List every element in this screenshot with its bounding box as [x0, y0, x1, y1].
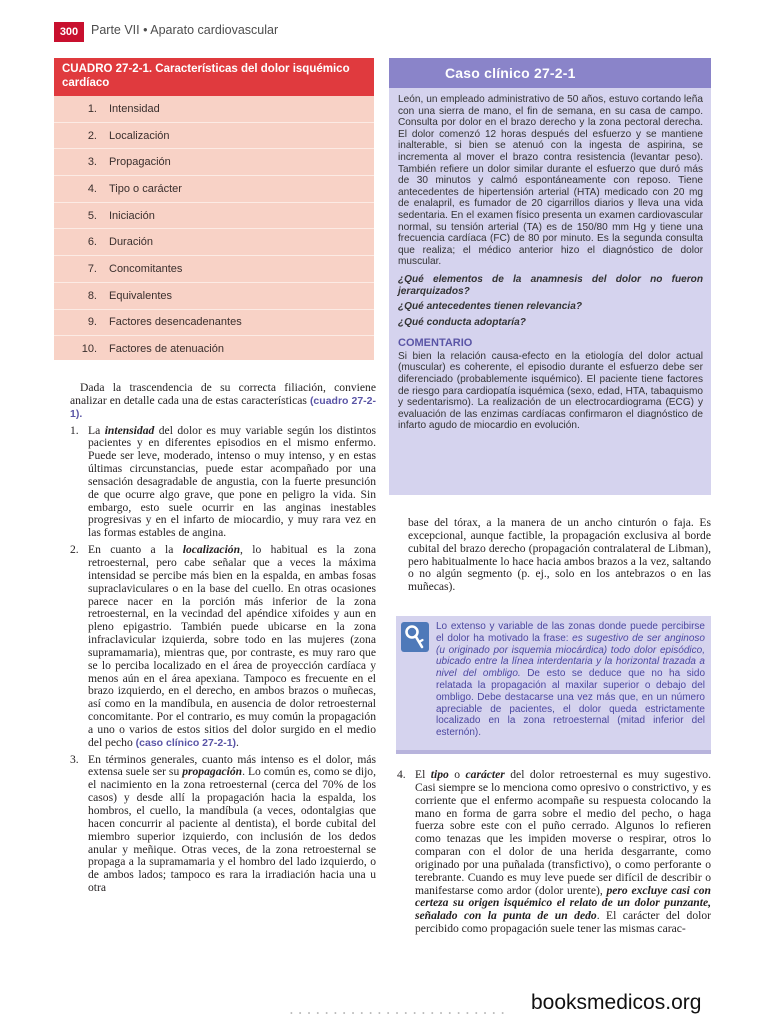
cuadro-row	[54, 149, 374, 176]
callout-quote: es sugestivo de ser anginoso (u originado por isquemia miocárdica) todo dolor episódico, ubicado entre la línea interdentaria y la horizontal trazada a nivel del ombligo.	[436, 632, 705, 680]
item-term: carácter	[465, 768, 505, 781]
callout-text	[436, 621, 705, 739]
clinical-case-title: Caso clínico 27-2-1	[389, 58, 711, 88]
cuadro-title: CUADRO 27-2-1. Características del dolor isquémico cardíaco	[54, 58, 374, 96]
cuadro-table	[54, 58, 374, 360]
clinical-case-question: ¿Qué antecedentes tienen relevancia?	[398, 301, 582, 313]
cuadro-row-label: Tipo o carácter	[109, 182, 182, 195]
footer-dots: • • • • • • • • • • • • • • • • • • • • • • • • •	[290, 1009, 507, 1018]
cuadro-rows	[54, 96, 374, 362]
list-item-intensidad	[70, 425, 376, 541]
list-number: 2.	[70, 543, 79, 557]
item-term: propagación	[182, 765, 243, 779]
cuadro-row-label: Factores desencadenantes	[109, 316, 242, 329]
item-term: localización	[182, 543, 241, 557]
item-emphasis: pero excluye casi con certeza su origen isquémico el relato de un dolor punzante, señalado con la punta de un dedo	[415, 883, 711, 923]
cuadro-row-number: 6.	[87, 236, 97, 249]
item-text: En cuanto a la	[88, 543, 174, 557]
key-callout-box	[396, 616, 711, 754]
cuadro-row-label: Duración	[109, 236, 154, 249]
item-term: tipo	[430, 768, 449, 781]
cuadro-row-number: 2.	[87, 129, 97, 142]
left-column	[70, 382, 376, 895]
item-text: . El carácter del dolor percibido como propagación suele tener las mismas carac-	[415, 909, 712, 936]
item-text: El	[415, 768, 426, 781]
item-text: del dolor es muy variable según los distintos pacientes y en diferentes episodios en el mismo enfermo. Puede ser leve, moderado, intenso o muy intenso, y en estas últimas circunstancias, puede estar acompañado por una sensación desagradable de angustia, con la fuerte presunción de que ocurre algo grave, que pone en peligro la vida. Sin embargo, esto suele ocurrir en las anginas inestables progresivas y en el infarto de miocardio, y muy rara vez en las formas estables de angina.	[88, 423, 376, 540]
cuadro-row	[54, 310, 374, 337]
cuadro-row-label: Iniciación	[109, 209, 155, 222]
cuadro-row-number: 10.	[81, 343, 97, 356]
cuadro-row-number: 4.	[87, 182, 97, 195]
cuadro-row-label: Factores de atenuación	[109, 343, 224, 356]
item3-continuation: base del tórax, a la manera de un ancho cinturón o faja. Es excepcional, aunque factible, la propagación exclusiva al borde cubital del brazo derecho (propagación contralateral de Libman), pero habitualmente lo hace hacia ambos brazos a la vez, saltando o no algún segmento (p. ej., solo en los antebrazos o en las muñecas).	[408, 516, 711, 594]
item-text: , lo habitual es la zona retroesternal, pero cabe señalar que a veces la máxima intensidad se percibe más bien en la espalda, en ambas fosas supraclaviculares o en la base del cuello. En otras ocasiones parece nacer en la porción más inferior de la zona retroesternal, en la vecindad del apéndice xifoides y aun en pleno epigastrio. También puede ubicarse en la zona infraclavicular izquierda, sobre todo en las mujeres (zona supramamaria), mientras que, por contraste, es muy raro que se lo perciba localizado en el área de proyección cardíaca y menos aún en el área apexiana. Tampoco es frecuente en el brazo izquierdo, en el derecho, en ambos brazos o muñecas, así como en la mandíbula, en ausencia de dolor retroesternal concomitante. Por el contrario, es muy común la propagación a uno o varios de estos sitios del dolor surgido en el medio del pecho	[88, 543, 376, 749]
right-column-item4	[397, 765, 711, 936]
item-term: intensidad	[104, 423, 155, 437]
right-column-continuation	[408, 517, 711, 594]
clinical-case-reference-link[interactable]: (caso clínico 27-2-1)	[135, 736, 237, 749]
item-text: La	[88, 423, 101, 437]
cuadro-row-number: 5.	[87, 209, 97, 222]
callout-text-part: Lo extenso y variable de las zonas donde puede percibirse el dolor ha motivado la frase:	[436, 621, 705, 644]
cuadro-row	[54, 256, 374, 283]
intro-paragraph	[70, 382, 376, 421]
list-number: 1.	[70, 423, 79, 437]
list-item-localizacion	[70, 544, 376, 750]
comentario-text: Si bien la relación causa-efecto en la etiología del dolor actual (muscular) es coherente, el episodio durante el esfuerzo debe ser diferenciado (probablemente isquémico). El paciente tiene factores de riesgo para cardiopatía isquémica (sexo, edad, HTA, tabaquismo y sedentarismo). La realización de un electrocardiograma (ECG) y evaluación de las enzimas cardíacas confirmaron el diagnóstico de infarto agudo de miocardio en evolución.	[398, 350, 703, 432]
running-head: Parte VII • Aparato cardiovascular	[91, 23, 279, 37]
cuadro-row-number: 3.	[87, 156, 97, 169]
cuadro-row	[54, 336, 374, 362]
item-text: En términos generales, cuanto más intenso es el dolor, más extensa suele ser su	[88, 752, 376, 779]
cuadro-row-number: 9.	[87, 316, 97, 329]
cuadro-row	[54, 229, 374, 256]
cuadro-row-label: Concomitantes	[109, 262, 183, 275]
list-number: 4.	[397, 768, 406, 781]
clinical-case-text: León, un empleado administrativo de 50 años, estuvo cortando leña con una sierra de mano, el fin de semana, en su casa de campo. Consulta por dolor en el brazo derecho y la zona pectoral derecha. El dolor comenzó 12 horas después del esfuerzo y se mantiene inalterable, si bien se atenuó con la ingesta de aspirina, se incrementa al mover el brazo contra resistencia (levantar peso). También refiere un dolor similar durante el esfuerzo que duró más de 30 minutos y calmó espontáneamente con reposo. Tiene antecedentes de hipertensión arterial (HTA) medicado con 20 mg de enalapril, es fumador de 20 cigarrillos diarios y lleva una vida sedentaria. En el examen físico presenta un examen cardiovascular normal, su tensión arterial (TA) es de 150/80 mm Hg y tiene una frecuencia cardíaca (FC) de 80 por minuto. Es la segunda consulta que realiza; el médico anterior hizo el diagnóstico de dolor muscular.	[398, 94, 703, 268]
intro-text: Dada la trascendencia de su correcta filiación, conviene analizar en detalle cada una de estas características	[70, 381, 376, 407]
list-item-propagacion	[70, 754, 376, 895]
item-text: o	[454, 768, 461, 781]
page-number: 300	[54, 22, 84, 42]
key-icon	[401, 622, 429, 652]
clinical-case-body	[389, 88, 711, 432]
list-item-tipo-caracter	[397, 769, 711, 936]
cuadro-row-label: Propagación	[109, 156, 171, 169]
clinical-case-question: ¿Qué elementos de la anamnesis del dolor no fueron jerarquizados?	[398, 273, 703, 297]
item-end: .	[236, 735, 239, 749]
cuadro-row-number: 8.	[87, 289, 97, 302]
item-text: del dolor retroesternal es muy sugestivo. Casi siempre se lo menciona como opresivo o constrictivo, y es corriente que el enfermo acompañe su respuesta colocando la mano en forma de garra sobre el medio del pecho, o haga fuerza sobre este con el puño cerrado. Algunos lo refieren como tenazas que les impiden moverse o respirar, otros lo comparan con el dolor de una herida desgarrante, como originado por una puñalada (transfictivo), o como perforante o terebrante. Cuando es muy leve puede ser difícil de describir o manifestarse como ardor (dolor urente),	[415, 768, 712, 897]
cuadro-row-label: Localización	[109, 129, 170, 142]
comentario-title: COMENTARIO	[398, 337, 473, 350]
watermark: booksmedicos.org	[531, 991, 702, 1014]
callout-text-part: De esto se deduce que no ha sido relatada la propagación al maxilar superior o debajo del ombligo. Debe destacarse una vez más que, en un número apreciable de pacientes, el dolor queda estrictamente localizado en la zona retroesternal (mitad inferior del esternón).	[436, 668, 706, 739]
clinical-case-question: ¿Qué conducta adoptaría?	[398, 316, 526, 328]
cuadro-row	[54, 283, 374, 310]
cuadro-row	[54, 123, 374, 150]
cuadro-row	[54, 96, 374, 123]
cuadro-row-number: 1.	[87, 102, 97, 115]
cuadro-row-label: Intensidad	[109, 102, 160, 115]
cuadro-row-label: Equivalentes	[109, 289, 172, 302]
cuadro-row-number: 7.	[87, 262, 97, 275]
item-text: . Lo común es, como se dijo, el nacimiento en la zona retroesternal (cerca del 70% de los casos) y desde allí la propagación hacia la espalda, los hombros, el cuello, la mandíbula (a veces, odontalgias que hacen concurrir al paciente al dentista), el borde cubital del miembro superior izquierdo, con inclusión de los dedos anular y meñique. Otras veces, de la zona retroesternal se propaga a la supramamaria y el hombro del lado izquierdo, o de ambos lados; tampoco es rara la irradiación hacia una u otra	[88, 765, 377, 895]
cuadro-reference-link[interactable]: (cuadro 27-2-1).	[70, 394, 377, 420]
clinical-case-box	[389, 58, 711, 495]
cuadro-row	[54, 176, 374, 203]
cuadro-row	[54, 203, 374, 230]
list-number: 3.	[70, 752, 79, 766]
